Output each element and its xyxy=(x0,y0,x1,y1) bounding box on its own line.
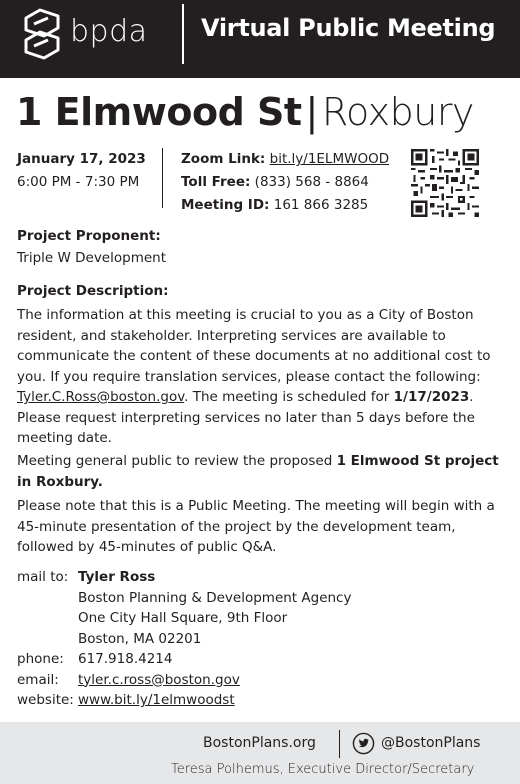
meeting-id-row xyxy=(181,194,389,217)
header-bar xyxy=(0,0,520,78)
zoom-link[interactable]: bit.ly/1ELMWOOD xyxy=(269,151,390,167)
mail-label: mail to: xyxy=(17,569,69,585)
header-divider xyxy=(182,4,184,64)
zoom-row xyxy=(181,148,389,171)
meeting-access xyxy=(181,148,389,217)
tollfree-number: (833) 568 - 8864 xyxy=(254,174,369,190)
header-title: Virtual Public Meeting xyxy=(201,14,496,42)
contact-email-link[interactable]: tyler.c.ross@boston.gov xyxy=(78,671,240,688)
contact-org-row xyxy=(17,588,497,609)
meeting-id: 161 866 3285 xyxy=(273,197,369,213)
contact-phone: 617.918.4214 xyxy=(78,651,173,667)
footer-director: Teresa Polhemus, Executive Director/Secretary xyxy=(171,762,475,777)
description-email-link[interactable]: Tyler.C.Ross@boston.gov xyxy=(17,389,185,405)
website-label: website: xyxy=(17,692,74,708)
meeting-date: January 17, 2023 xyxy=(17,151,146,167)
description-p1-c: . Please request interpreting services no later than 5 days before the meeting date. xyxy=(17,389,475,446)
contact-email-row xyxy=(17,670,497,691)
description-label: Project Description: xyxy=(17,283,169,299)
tollfree-row xyxy=(181,171,389,194)
description-p2-a: Meeting general public to review the proposed xyxy=(17,453,337,469)
footer-site-link[interactable]: BostonPlans.org xyxy=(203,735,316,751)
email-label: email: xyxy=(17,671,59,688)
phone-label: phone: xyxy=(17,651,64,667)
proponent-label: Project Proponent: xyxy=(17,228,161,244)
bpda-logo xyxy=(20,6,180,66)
description-paragraph-3: Please note that this is a Public Meeting. The meeting will begin with a 45-minute presentation of the project by the development team, followed by 45-minutes of public Q&A. xyxy=(17,498,495,555)
description-paragraph-2 xyxy=(17,451,512,492)
meeting-id-label: Meeting ID: xyxy=(181,197,270,213)
description-p2-bold: 1 Elmwood St project in Roxbury. xyxy=(17,453,499,490)
description-p1-b: . The meeting is scheduled for xyxy=(184,389,394,405)
logo-text: bpda xyxy=(70,14,148,49)
contact-name: Tyler Ross xyxy=(78,569,156,585)
meeting-time: 6:00 PM - 7:30 PM xyxy=(17,174,140,190)
contact-block xyxy=(17,567,497,711)
footer-handle[interactable]: @BostonPlans xyxy=(381,735,481,751)
description-paragraph-1 xyxy=(17,305,512,449)
contact-mail-row xyxy=(17,567,497,588)
zoom-label: Zoom Link: xyxy=(181,151,266,167)
title-neighborhood: Roxbury xyxy=(321,90,474,134)
contact-website-link[interactable]: www.bit.ly/1elmwoodst xyxy=(78,692,235,708)
qr-code-icon[interactable] xyxy=(411,149,479,217)
tollfree-label: Toll Free: xyxy=(181,174,251,190)
twitter-icon[interactable] xyxy=(352,732,375,755)
contact-address1: One City Hall Square, 9th Floor xyxy=(78,610,288,626)
proponent-value: Triple W Development xyxy=(17,250,167,266)
meeting-datetime xyxy=(17,148,146,194)
page-title xyxy=(16,88,474,136)
info-divider xyxy=(162,148,163,208)
description-date: 1/17/2023 xyxy=(393,389,470,405)
footer-bar xyxy=(0,722,520,784)
contact-address2: Boston, MA 02201 xyxy=(78,630,202,647)
description-p1-a: The information at this meeting is crucial to you as a City of Boston resident, and stakeholder. Interpreting services are available to communicate the content of these documents at no additional cost to you. If you require translation services, please contact the following: xyxy=(17,307,491,385)
contact-address2-row xyxy=(17,629,497,650)
bpda-logo-icon xyxy=(20,6,64,62)
contact-phone-row xyxy=(17,649,497,670)
contact-address1-row xyxy=(17,608,497,629)
title-separator: | xyxy=(305,90,318,134)
contact-website-row xyxy=(17,690,497,711)
title-street: 1 Elmwood St xyxy=(16,90,302,134)
contact-org: Boston Planning & Development Agency xyxy=(78,589,352,606)
footer-divider xyxy=(339,730,340,758)
